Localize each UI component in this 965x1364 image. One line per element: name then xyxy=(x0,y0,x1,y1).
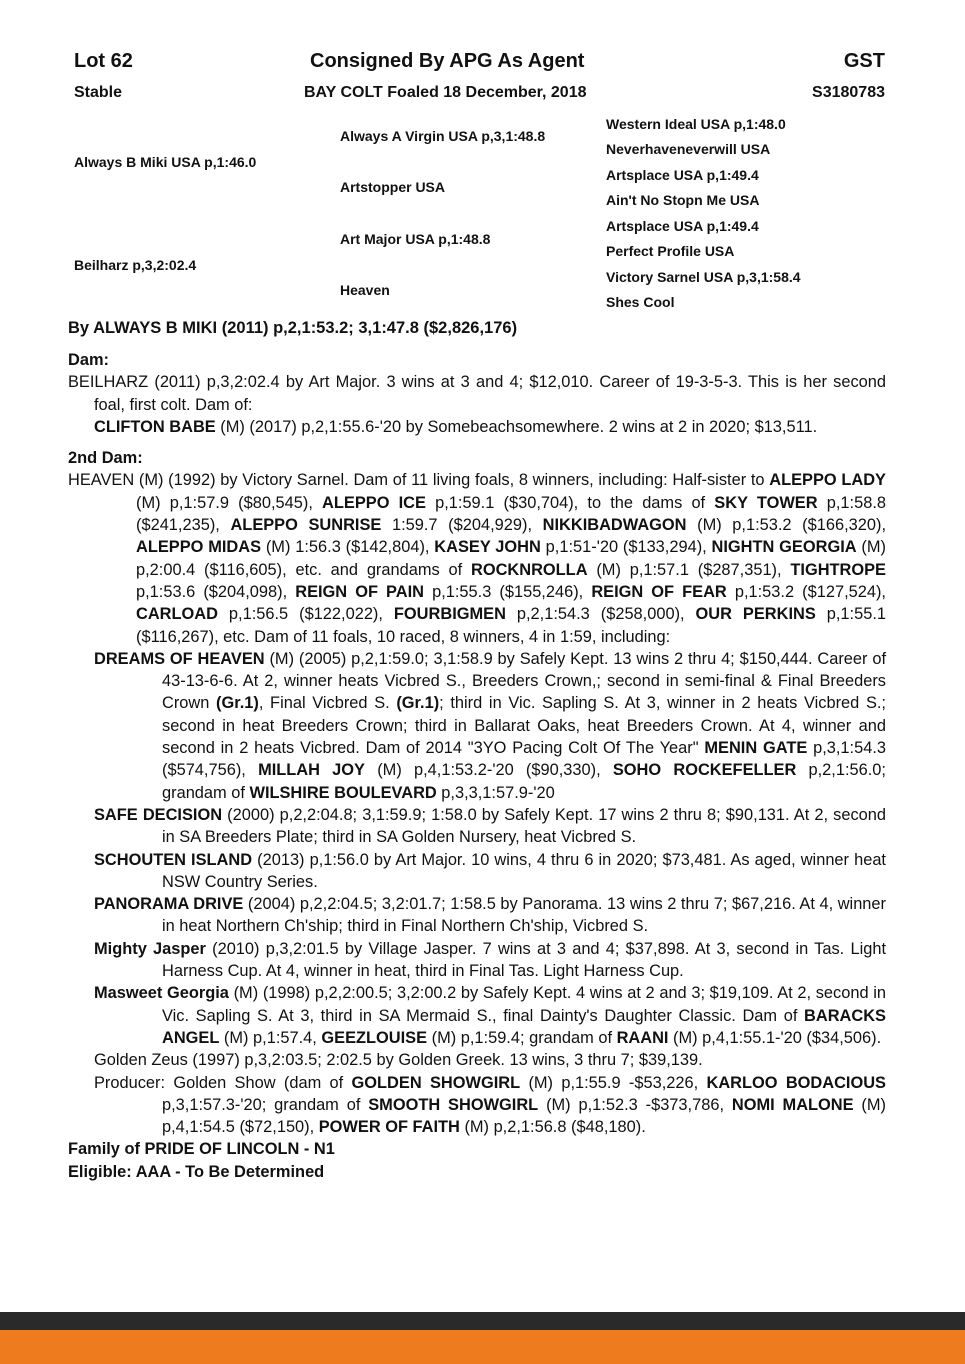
pedigree-gen3-4: Ain't No Stopn Me USA xyxy=(606,192,760,208)
foal-panorama-drive: PANORAMA DRIVE (2004) p,2,2:04.5; 3,2:01.7; 1:58.5 by Panorama. 13 wins 2 thru 7; $67,216. At 4, winner in heat Northern Ch'ship; third in Final Northern Ch'ship, Vicbred S. xyxy=(94,895,886,936)
pedigree-dam-sire: Art Major USA p,1:48.8 xyxy=(340,231,491,247)
horse-description: BAY COLT Foaled 18 December, 2018 xyxy=(304,84,587,101)
consignor: Consigned By APG As Agent xyxy=(310,50,585,72)
foal-dreams-of-heaven: DREAMS OF HEAVEN (M) (2005) p,2,1:59.0; 3,1:58.9 by Safely Kept. 13 wins 2 thru 4; $150,444. Career of 43-13-6-6. At 2, winner heats Vicbred S., Breeders Crown,; second in semi-final & Final Breeders Crown (Gr.1), Final Vicbred S. (Gr.1); third in Vic. Sapling S. At 3, winner in 2 heats Vicbred S.; second in heat Breeders Crown; third in Ballarat Oaks, heat Breeders Crown. At 4, winner and second in 2 heats Vicbred. Dam of 2014 "3YO Pacing Colt Of The Year" MENIN GATE p,3,1:54.3 ($574,756), MILLAH JOY (M) p,4,1:53.2-'20 ($90,330), SOHO ROCKEFELLER p,2,1:56.0; grandam of WILSHIRE BOULEVARD p,3,3,1:57.9-'20 xyxy=(94,649,887,802)
dam-paragraph: BEILHARZ (2011) p,3,2:02.4 by Art Major. 3 wins at 3 and 4; $12,010. Career of 19-3-5-3. This is her second foal, first colt. Dam of: xyxy=(68,373,886,414)
pedigree-gen3-6: Perfect Profile USA xyxy=(606,243,735,259)
catalogue-body xyxy=(68,349,886,1183)
stable-label: Stable xyxy=(74,84,123,101)
pedigree-sire-dam: Artstopper USA xyxy=(340,179,446,195)
eligibility-line: Eligible: AAA - To Be Determined xyxy=(68,1162,325,1181)
horse-id: S3180783 xyxy=(812,84,885,101)
pedigree-gen3-8: Shes Cool xyxy=(606,294,675,310)
second-dam-paragraph: HEAVEN (M) (1992) by Victory Sarnel. Dam of 11 living foals, 8 winners, including: Half-sister to ALEPPO LADY (M) p,1:57.9 ($80,545), ALEPPO ICE p,1:59.1 ($30,704), to the dams of SKY TOWER p,1:58.8 ($241,235), ALEPPO SUNRISE 1:59.7 ($204,929), NIKKIBADWAGON (M) p,1:53.2 ($166,320), ALEPPO MIDAS (M) 1:56.3 ($142,804), KASEY JOHN p,1:51-'20 ($133,294), NIGHTN GEORGIA (M) p,2:00.4 ($116,605), etc. and grandams of ROCKNROLLA (M) p,1:57.1 ($287,351), TIGHTROPE p,1:53.6 ($204,098), REIGN OF PAIN p,1:55.3 ($155,246), REIGN OF FEAR p,1:53.2 ($127,524), CARLOAD p,1:56.5 ($122,022), FOURBIGMEN p,2,1:54.3 ($258,000), OUR PERKINS p,1:55.1 ($116,267), etc. Dam of 11 foals, 10 raced, 8 winners, 4 in 1:59, including: xyxy=(68,471,887,646)
foal-safe-decision: SAFE DECISION (2000) p,2,2:04.8; 3,1:59.9; 1:58.0 by Safely Kept. 17 wins 2 thru 8; $90,131. At 2, second in SA Breeders Plate; third in SA Golden Nursery, heat Vicbred S. xyxy=(94,805,887,847)
lot-number: Lot 62 xyxy=(74,50,133,72)
pedigree-gen3-5: Artsplace USA p,1:49.4 xyxy=(606,218,759,234)
dam-offspring: CLIFTON BABE (M) (2017) p,2,1:55.6-'20 by Somebeachsomewhere. 2 wins at 2 in 2020; $13,511. xyxy=(94,417,818,436)
footer-orange-bar xyxy=(0,1330,965,1364)
producer-golden-show: Producer: Golden Show (dam of GOLDEN SHOWGIRL (M) p,1:55.9 -$53,226, KARLOO BODACIOUS p,3,1:57.3-'20; grandam of SMOOTH SHOWGIRL (M) p,1:52.3 -$373,786, NOMI MALONE (M) p,4,1:54.5 ($72,150), POWER OF FAITH (M) p,2,1:56.8 ($48,180). xyxy=(94,1073,887,1137)
pedigree-gen3-2: Neverhaveneverwill USA xyxy=(606,141,771,157)
pedigree-dam: Beilharz p,3,2:02.4 xyxy=(74,257,197,273)
sire-summary: By ALWAYS B MIKI (2011) p,2,1:53.2; 3,1:47.8 ($2,826,176) xyxy=(68,319,518,337)
foal-mighty-jasper: Mighty Jasper (2010) p,3,2:01.5 by Village Jasper. 7 wins at 3 and 4; $37,898. At 3, second in Tas. Light Harness Cup. At 4, winner in heat, third in Final Tas. Light Harness Cup. xyxy=(94,939,886,981)
sale-code: GST xyxy=(843,50,885,72)
pedigree-sire-sire: Always A Virgin USA p,3,1:48.8 xyxy=(340,128,546,144)
offspring-name: CLIFTON BABE xyxy=(94,417,216,436)
family-line: Family of PRIDE OF LINCOLN - N1 xyxy=(68,1140,335,1159)
dam-heading: Dam: xyxy=(68,351,109,369)
foal-masweet-georgia: Masweet Georgia (M) (1998) p,2,2:00.5; 3,2:00.2 by Safely Kept. 4 wins at 2 and 3; $19,109. At 2, second in Vic. Sapling S. At 3, third in SA Mermaid S., final Dainty's Daughter Classic. Dam of BARACKS ANGEL (M) p,1:57.4, GEEZLOUISE (M) p,1:59.4; grandam of RAANI (M) p,4,1:55.1-'20 ($34,506). xyxy=(94,984,886,1047)
pedigree-dam-dam: Heaven xyxy=(340,282,390,298)
footer-dark-bar xyxy=(0,1312,965,1330)
pedigree-gen3-7: Victory Sarnel USA p,3,1:58.4 xyxy=(606,269,801,285)
pedigree-gen3-3: Artsplace USA p,1:49.4 xyxy=(606,167,759,183)
pedigree-gen3-1: Western Ideal USA p,1:48.0 xyxy=(606,116,786,132)
pedigree-sire: Always B Miki USA p,1:46.0 xyxy=(74,154,257,170)
foal-schouten-island: SCHOUTEN ISLAND (2013) p,1:56.0 by Art Major. 10 wins, 4 thru 6 in 2020; $73,481. As aged, winner heat NSW Country Series. xyxy=(94,850,886,891)
second-dam-heading: 2nd Dam: xyxy=(68,449,143,468)
foal-golden-zeus: Golden Zeus (1997) p,3,2:03.5; 2:02.5 by Golden Greek. 13 wins, 3 thru 7; $39,139. xyxy=(94,1051,703,1070)
